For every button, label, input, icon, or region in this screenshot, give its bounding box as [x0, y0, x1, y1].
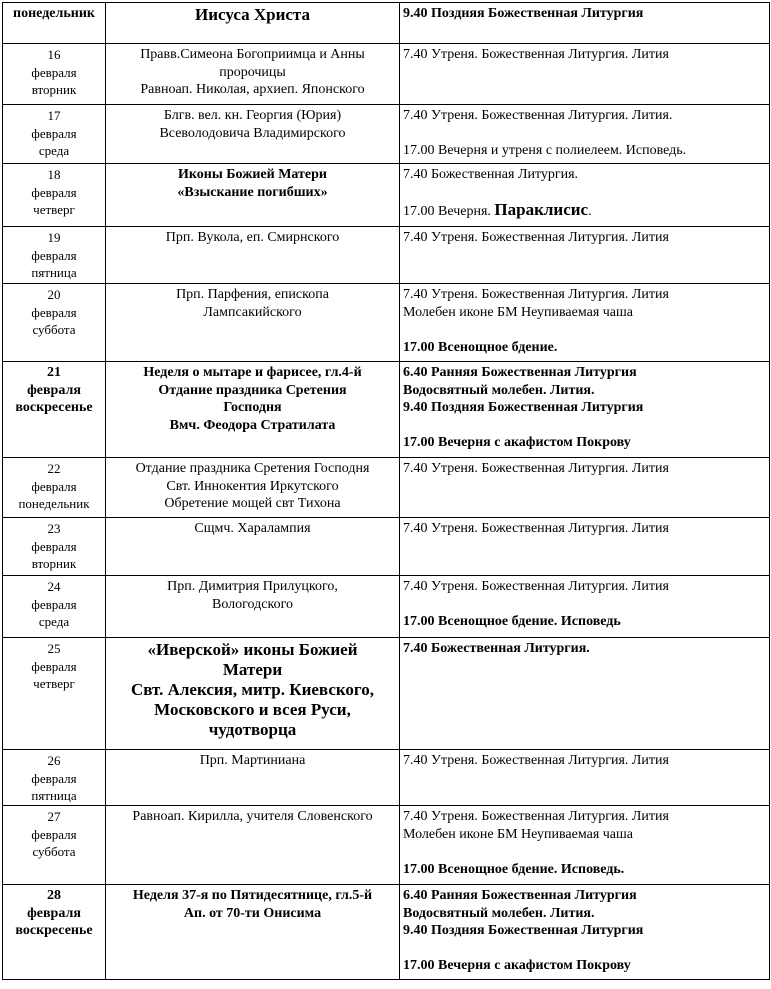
service-line	[403, 905, 766, 923]
date-line: февраля	[31, 658, 77, 674]
feast-line: Обретение мощей свт Тихона	[164, 496, 341, 511]
feast-cell	[106, 750, 400, 806]
service-line	[403, 861, 766, 879]
service-text: 17.00 Всенощное бдение. Исповедь.	[403, 861, 625, 877]
feast-cell	[106, 362, 400, 458]
service-line	[403, 752, 766, 770]
date-line: 20	[47, 287, 61, 302]
date-line: понедельник	[18, 496, 90, 511]
feast-line: Свт. Иннокентия Иркутского	[166, 478, 339, 494]
service-line	[403, 5, 766, 23]
service-line	[403, 399, 766, 417]
date-line: февраля	[31, 826, 77, 842]
service-line	[403, 107, 766, 125]
schedule-row	[3, 576, 770, 638]
service-line	[403, 46, 766, 64]
service-text: 7.40 Утреня. Божественная Литургия. Лития	[403, 521, 669, 536]
service-line	[403, 922, 766, 940]
feast-line: Отдание праздника Сретения	[158, 382, 347, 398]
service-text: Молебен иконе БМ Неупиваемая чаша	[403, 304, 634, 320]
date-line: воскресенье	[15, 923, 93, 938]
schedule-body	[3, 3, 770, 980]
service-text: 6.40 Ранняя Божественная Литургия	[403, 888, 637, 903]
date-line: четверг	[33, 202, 75, 217]
services-cell	[400, 284, 770, 362]
spacer	[403, 184, 766, 202]
service-line	[403, 364, 766, 382]
feast-line: Иконы Божией Матери	[178, 167, 327, 182]
feast-line: Прп. Парфения, епископа	[176, 287, 329, 302]
feast-line: Сщмч. Харалампия	[194, 521, 311, 536]
service-text: 9.40 Поздняя Божественная Литургия	[403, 923, 644, 938]
feast-cell	[106, 638, 400, 750]
date-line: суббота	[32, 322, 76, 337]
service-text: 7.40 Божественная Литургия.	[403, 167, 579, 182]
schedule-table	[2, 2, 770, 980]
service-text: Молебен иконе БМ Неупиваемая чаша	[403, 826, 634, 842]
service-text: 6.40 Ранняя Божественная Литургия	[403, 365, 637, 380]
feast-line: Московского и всея Руси,	[154, 700, 351, 719]
feast-cell	[106, 3, 400, 44]
feast-line: Вологодского	[212, 596, 293, 612]
feast-line: Господня	[223, 400, 282, 415]
service-text: 9.40 Поздняя Божественная Литургия	[403, 400, 644, 415]
date-line: 19	[47, 230, 61, 245]
service-text: 7.40 Утреня. Божественная Литургия. Лития	[403, 753, 669, 768]
date-line: 23	[47, 521, 61, 536]
spacer	[403, 321, 766, 339]
feast-line: Блгв. вел. кн. Георгия (Юрия)	[163, 108, 342, 123]
date-cell	[3, 362, 106, 458]
date-line: февраля	[31, 247, 77, 263]
feast-line: чудотворца	[208, 720, 297, 739]
feast-line: Равноап. Кирилла, учителя Словенского	[132, 809, 373, 824]
feast-line: Иисуса Христа	[195, 5, 310, 24]
date-line: февраля	[31, 125, 77, 141]
date-line: вторник	[31, 82, 77, 97]
date-line: 16	[47, 47, 61, 62]
date-cell	[3, 458, 106, 518]
services-cell	[400, 3, 770, 44]
service-line	[403, 826, 766, 844]
schedule-row	[3, 750, 770, 806]
date-line: февраля	[31, 184, 77, 200]
services-cell	[400, 105, 770, 164]
feast-line: Неделя 37-я по Пятидесятнице, гл.5-й	[132, 888, 373, 903]
services-cell	[400, 806, 770, 885]
date-line: февраля	[31, 304, 77, 320]
service-line	[403, 339, 766, 357]
service-text: 17.00 Вечерня с акафистом Покрову	[403, 958, 631, 973]
services-cell	[400, 576, 770, 638]
service-text: 7.40 Божественная Литургия.	[403, 641, 590, 656]
service-line	[403, 640, 766, 658]
service-text: 17.00 Вечерня.	[403, 204, 495, 219]
service-text: 17.00 Вечерня с акафистом Покрову	[403, 435, 631, 450]
feast-line: Лампсакийского	[203, 304, 302, 320]
schedule-row	[3, 284, 770, 362]
date-line: 28	[47, 888, 61, 903]
feast-cell	[106, 105, 400, 164]
service-line	[403, 613, 766, 631]
service-text: 7.40 Утреня. Божественная Литургия. Лития	[403, 461, 669, 476]
feast-line: Прaвв.Симеона Богоприимца и Анны	[140, 47, 365, 62]
feast-line: Прп. Вукола, еп. Смирнского	[165, 230, 340, 245]
schedule-row	[3, 3, 770, 44]
feast-line: «Взыскание погибших»	[177, 184, 328, 200]
date-line: пятница	[31, 788, 77, 803]
feast-cell	[106, 284, 400, 362]
services-cell	[400, 227, 770, 284]
feast-cell	[106, 806, 400, 885]
date-line: февраля	[31, 596, 77, 612]
date-cell	[3, 750, 106, 806]
service-line	[403, 460, 766, 478]
date-cell	[3, 44, 106, 105]
schedule-row	[3, 44, 770, 105]
service-text: Водосвятный молебен. Лития.	[403, 905, 595, 921]
spacer	[403, 125, 766, 143]
service-line	[403, 166, 766, 184]
services-cell	[400, 638, 770, 750]
service-line	[403, 304, 766, 322]
feast-cell	[106, 44, 400, 105]
feast-cell	[106, 885, 400, 980]
feast-line: пророчицы	[219, 64, 286, 80]
services-cell	[400, 458, 770, 518]
service-text: 7.40 Утреня. Божественная Литургия. Лития.	[403, 108, 673, 123]
service-punct: .	[588, 204, 592, 219]
service-line	[403, 286, 766, 304]
feast-cell	[106, 227, 400, 284]
services-cell	[400, 885, 770, 980]
feast-line: Свт. Алексия, митр. Киевского,	[131, 680, 374, 699]
date-line: 18	[47, 167, 61, 182]
date-line: суббота	[32, 844, 76, 859]
schedule-row	[3, 885, 770, 980]
service-line	[403, 434, 766, 452]
schedule-row	[3, 638, 770, 750]
service-text: 17.00 Вечерня и утреня с полиелеем. Исповедь.	[403, 143, 687, 158]
feast-line: «Иверской» иконы Божией	[147, 640, 358, 659]
service-text: 17.00 Всенощное бдение. Исповедь	[403, 614, 621, 629]
date-cell	[3, 284, 106, 362]
service-line	[403, 957, 766, 975]
date-line: 21	[47, 365, 61, 380]
date-line: февраля	[27, 382, 81, 398]
feast-cell	[106, 164, 400, 227]
date-cell	[3, 518, 106, 576]
feast-line: Прп. Димитрия Прилуцкого,	[167, 579, 338, 594]
date-line: понедельник	[13, 6, 95, 21]
service-text: 7.40 Утреня. Божественная Литургия. Лития	[403, 47, 669, 62]
date-line: 26	[47, 753, 61, 768]
date-cell	[3, 638, 106, 750]
services-cell	[400, 362, 770, 458]
date-line: среда	[38, 614, 70, 629]
service-line	[403, 201, 766, 221]
spacer	[403, 417, 766, 435]
feast-line: Матери	[222, 660, 283, 679]
feast-line: Вмч. Феодора Стратилата	[169, 417, 336, 433]
schedule-row	[3, 362, 770, 458]
date-line: февраля	[27, 905, 81, 921]
feast-line: Неделя о мытаре и фарисее, гл.4-й	[143, 365, 362, 380]
service-text: 7.40 Утреня. Божественная Литургия. Лития	[403, 809, 669, 824]
date-line: 25	[47, 641, 61, 656]
feast-line: Всеволодовича Владимирского	[159, 125, 346, 141]
date-line: 22	[47, 461, 61, 476]
schedule-row	[3, 227, 770, 284]
service-text: 7.40 Утреня. Божественная Литургия. Лития	[403, 230, 669, 245]
feast-line: Отдание праздника Сретения Господня	[135, 461, 370, 476]
service-highlight: Параклисис	[494, 200, 589, 219]
service-text: 7.40 Утреня. Божественная Литургия. Лития	[403, 579, 669, 594]
spacer	[403, 940, 766, 958]
service-line	[403, 142, 766, 160]
feast-cell	[106, 458, 400, 518]
service-text: 17.00 Всенощное бдение.	[403, 339, 558, 355]
service-text: 9.40 Поздняя Божественная Литургия	[403, 6, 644, 21]
feast-cell	[106, 518, 400, 576]
services-cell	[400, 518, 770, 576]
service-text: Водосвятный молебен. Лития.	[403, 382, 595, 398]
date-line: февраля	[31, 64, 77, 80]
date-cell	[3, 806, 106, 885]
services-cell	[400, 750, 770, 806]
feast-line: Прп. Мартиниана	[199, 753, 306, 768]
date-line: февраля	[31, 478, 77, 494]
schedule-row	[3, 458, 770, 518]
schedule-row	[3, 518, 770, 576]
feast-line: Равноап. Николая, архиеп. Японского	[140, 82, 365, 97]
date-cell	[3, 105, 106, 164]
date-cell	[3, 576, 106, 638]
service-line	[403, 229, 766, 247]
date-line: 17	[47, 108, 61, 123]
date-line: февраля	[31, 770, 77, 786]
spacer	[403, 843, 766, 861]
date-line: 27	[47, 809, 61, 824]
schedule-row	[3, 164, 770, 227]
service-line	[403, 808, 766, 826]
schedule-row	[3, 806, 770, 885]
services-cell	[400, 44, 770, 105]
date-cell	[3, 164, 106, 227]
services-cell	[400, 164, 770, 227]
service-line	[403, 520, 766, 538]
service-line	[403, 578, 766, 596]
feast-cell	[106, 576, 400, 638]
date-cell	[3, 885, 106, 980]
date-line: пятница	[31, 265, 77, 280]
service-line	[403, 382, 766, 400]
schedule-row	[3, 105, 770, 164]
date-line: февраля	[31, 538, 77, 554]
spacer	[403, 596, 766, 614]
date-line: вторник	[31, 556, 77, 571]
date-line: четверг	[33, 676, 75, 691]
date-line: воскресенье	[15, 400, 93, 415]
date-cell	[3, 3, 106, 44]
service-line	[403, 887, 766, 905]
date-line: среда	[38, 143, 70, 158]
service-text: 7.40 Утреня. Божественная Литургия. Лития	[403, 287, 669, 302]
date-cell	[3, 227, 106, 284]
date-line: 24	[47, 579, 61, 594]
feast-line: Ап. от 70-ти Онисима	[183, 905, 322, 921]
